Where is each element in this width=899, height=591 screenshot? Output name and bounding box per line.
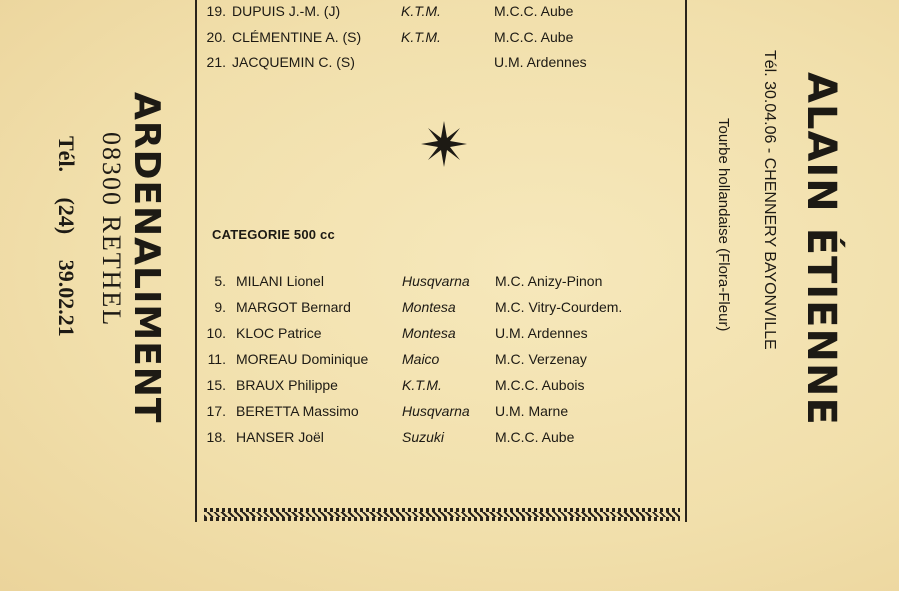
rider-name: MARGOT Bernard <box>236 299 351 315</box>
rider-name: CLÉMENTINE A. (S) <box>232 29 362 45</box>
entry-number: 9. <box>214 299 226 315</box>
bike-make: Montesa <box>402 325 456 341</box>
bike-make: Husqvarna <box>402 403 470 419</box>
club-name: U.M. Marne <box>495 403 569 419</box>
entry-number: 20. <box>206 29 226 45</box>
club-name: U.M. Ardennes <box>494 54 587 70</box>
bike-make: Suzuki <box>402 429 445 445</box>
list-item <box>0 26 899 48</box>
bike-make: K.T.M. <box>401 29 441 45</box>
club-name: M.C. Verzenay <box>495 351 587 367</box>
club-name: U.M. Ardennes <box>495 325 588 341</box>
list-item <box>0 348 899 370</box>
bike-make: Maico <box>402 351 440 367</box>
star-icon <box>421 121 467 167</box>
club-name: M.C.C. Aubois <box>495 377 585 393</box>
rider-name: MILANI Lionel <box>236 273 324 289</box>
rider-name: HANSER Joël <box>236 429 324 445</box>
rider-name: MOREAU Dominique <box>236 351 369 367</box>
entry-number: 18. <box>206 429 226 445</box>
club-name: M.C.C. Aube <box>494 29 574 45</box>
entry-number: 21. <box>206 54 226 70</box>
rider-name: KLOC Patrice <box>236 325 322 341</box>
entry-number: 11. <box>207 351 226 367</box>
bike-make: Montesa <box>402 299 456 315</box>
category-title: CATEGORIE 500 cc <box>212 227 335 242</box>
entry-number: 5. <box>214 273 226 289</box>
ad-ardenaliment-name: ARDENALIMENT <box>126 92 167 424</box>
ad-alain-etienne-tel: Tél. 30.04.06 - CHENNERY BAYONVILLE <box>761 50 778 350</box>
club-name: M.C. Vitry-Courdem. <box>495 299 623 315</box>
ad-ardenaliment-tel: Tél. (24) 39.02.21 <box>54 136 79 337</box>
rider-name: DUPUIS J.-M. (J) <box>232 3 341 19</box>
club-name: M.C.C. Aube <box>494 3 574 19</box>
decorative-border <box>204 508 680 521</box>
rider-name: BERETTA Massimo <box>236 403 359 419</box>
ad-ardenaliment-city: 08300 RETHEL <box>97 132 126 328</box>
entry-number: 19. <box>206 3 226 19</box>
rider-name: BRAUX Philippe <box>236 377 338 393</box>
list-item <box>0 400 899 422</box>
ad-alain-etienne-name: ALAIN ÉTIENNE <box>798 72 844 426</box>
club-name: M.C.C. Aube <box>495 429 575 445</box>
entry-number: 10. <box>206 325 226 341</box>
club-name: M.C. Anizy-Pinon <box>495 273 603 289</box>
list-item <box>0 0 899 22</box>
rider-name: JACQUEMIN C. (S) <box>232 54 355 70</box>
entry-number: 17. <box>206 403 226 419</box>
ad-alain-etienne-sub: Tourbe hollandaise (Flora-Fleur) <box>715 118 732 332</box>
bike-make: K.T.M. <box>402 377 442 393</box>
list-item <box>0 426 899 448</box>
bike-make: Husqvarna <box>402 273 470 289</box>
list-item <box>0 374 899 396</box>
entry-number: 15. <box>206 377 226 393</box>
bike-make: K.T.M. <box>401 3 441 19</box>
